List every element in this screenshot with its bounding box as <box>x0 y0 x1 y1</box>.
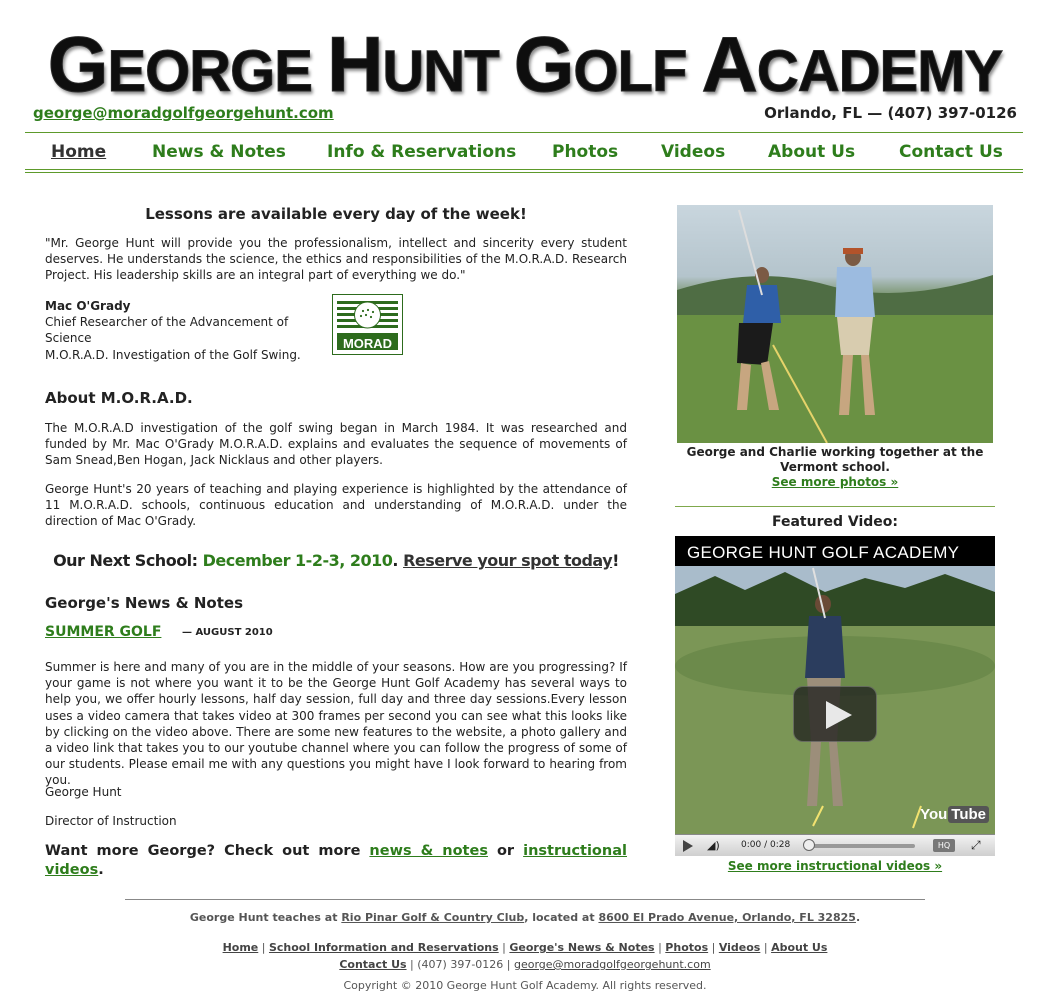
video-frame[interactable] <box>675 566 995 834</box>
featured-video-player[interactable] <box>675 536 995 856</box>
header-divider <box>25 132 1023 133</box>
quote-author: Mac O'Grady <box>45 299 131 313</box>
footer-nav-videos[interactable]: Videos <box>718 941 761 954</box>
footer-nav-home[interactable]: Home <box>222 941 259 954</box>
youtube-logo[interactable] <box>920 806 989 823</box>
morad-logo <box>332 294 403 355</box>
next-school-date: December 1-2-3, 2010 <box>202 551 393 570</box>
title-word-initial: G <box>513 20 574 108</box>
morad-logo-text: MORAD <box>342 336 393 351</box>
reserve-link[interactable]: Reserve your spot today <box>403 551 613 570</box>
post-title-link[interactable]: SUMMER GOLF <box>45 624 162 640</box>
video-progress-track[interactable] <box>807 844 915 848</box>
signature-title: Director of Instruction <box>45 814 177 828</box>
footer-email-link[interactable]: george@moradgolfgeorgehunt.com <box>514 958 711 971</box>
video-controls <box>675 834 995 856</box>
about-paragraph-2: George Hunt's 20 years of teaching and playing experience is highlighted by the attendance of 11 M.O.R.A.D. schools, continuous education and understanding of M.O.R.A.D. under the direction of Mac O'Grady. <box>45 482 627 529</box>
title-word-rest: CADEMY <box>756 39 1003 104</box>
footer-nav-about[interactable]: About Us <box>771 941 828 954</box>
footer-location: George Hunt teaches at Rio Pinar Golf & Country Club, located at 8600 El Prado Avenue, Orlando, FL 32825. <box>189 911 861 924</box>
next-school-label: Our Next School: <box>53 551 198 570</box>
news-notes-link[interactable]: news & notes <box>369 843 488 859</box>
play-icon[interactable] <box>683 840 693 852</box>
nav-divider-top <box>25 169 1023 170</box>
see-more-videos-link[interactable]: See more instructional videos » <box>727 859 943 873</box>
copyright: Copyright © 2010 George Hunt Golf Academy. All rights reserved. <box>343 979 707 992</box>
nav-info-reservations[interactable]: Info & Reservations <box>327 142 517 162</box>
title-text <box>47 20 1003 108</box>
next-school: Our Next School: December 1-2-3, 2010. Reserve your spot today! <box>53 551 619 570</box>
quote-attribution <box>45 298 335 363</box>
footer-nav: Home | School Information and Reservations | George's News & Notes | Photos | Videos | About Us <box>222 941 828 954</box>
footer-divider <box>125 899 925 900</box>
footer-nav-news[interactable]: George's News & Notes <box>509 941 655 954</box>
post-date: — AUGUST 2010 <box>182 627 273 638</box>
video-time: 0:00 / 0:28 <box>741 840 791 850</box>
about-heading: About M.O.R.A.D. <box>45 389 193 407</box>
want-more: Want more George? Check out more news & notes or instructional videos. <box>45 843 627 878</box>
youtube-logo-you: You <box>920 806 948 823</box>
footer-nav-school-info[interactable]: School Information and Reservations <box>268 941 499 954</box>
nav-photos[interactable]: Photos <box>552 142 619 162</box>
title-word-rest: UNT <box>382 39 514 104</box>
photo-caption: George and Charlie working together at the Vermont school. <box>686 445 984 474</box>
post-body: Summer is here and many of you are in the middle of your seasons. How are you progressing? If your game is not where you want it to be the George Hunt Golf Academy has several ways to help you, we offer hourly lessons, half day session, full day and three day sessions.Every lesson uses a video camera that takes video at 300 frames per second you can see what this looks like by clicking on the video above. There are some new features to the website, a photo gallery and a video link that takes you to our youtube channel where you can follow the progress of some of our students. Please email me with any questions you might have I look forward to hearing from you. <box>45 660 627 788</box>
title-word-rest: OLF <box>573 39 702 104</box>
footer-phone: (407) 397-0126 <box>417 958 504 971</box>
site-title <box>0 20 1050 110</box>
nav-videos[interactable]: Videos <box>661 142 726 162</box>
want-more-or: or <box>496 843 515 859</box>
title-word-rest: EORGE <box>107 39 328 104</box>
youtube-logo-tube: Tube <box>948 806 989 823</box>
footer-nav-contact[interactable]: Contact Us <box>339 958 407 971</box>
header-email-link[interactable]: george@moradgolfgeorgehunt.com <box>33 104 334 122</box>
lessons-heading: Lessons are available every day of the week! <box>145 205 527 223</box>
instructional-videos-link[interactable]: instructional videos <box>45 843 627 878</box>
want-more-text: Want more George? Check out more <box>45 843 361 859</box>
signature-name: George Hunt <box>45 785 122 799</box>
see-more-photos-link[interactable]: See more photos » <box>771 475 899 489</box>
nav-home[interactable]: Home <box>51 142 107 162</box>
footer-contact: Contact Us | (407) 397-0126 | george@moradgolfgeorgehunt.com <box>339 958 711 971</box>
footer-located-text: , located at <box>524 911 595 924</box>
address-link[interactable]: 8600 El Prado Avenue, Orlando, FL 32825 <box>598 911 856 924</box>
title-word-initial: G <box>47 20 108 108</box>
sidebar-divider <box>675 506 995 507</box>
title-word-initial: A <box>701 20 757 108</box>
main-nav <box>25 140 1023 168</box>
testimonial-quote: "Mr. George Hunt will provide you the professionalism, intellect and sincerity every student deserves. He understands the science, the ethics and responsibilities of the M.O.R.A.D. Research Project. His leadership skills are an integral part of everything we do." <box>45 236 627 283</box>
title-word-initial: H <box>327 20 383 108</box>
video-play-button[interactable] <box>793 686 877 742</box>
footer-teaches-text: George Hunt teaches at <box>189 911 338 924</box>
lesson-photo[interactable] <box>677 205 993 443</box>
quote-author-org: M.O.R.A.D. Investigation of the Golf Swing. <box>45 347 301 362</box>
quality-toggle[interactable]: HQ <box>933 839 955 852</box>
about-paragraph-1: The M.O.R.A.D investigation of the golf swing began in March 1984. It was researched and funded by Mr. Mac O'Grady M.O.R.A.D. explains and evaluates the sequence of movements of Sam Snead,Ben Hogan, Jack Nicklaus and other players. <box>45 421 627 468</box>
play-icon <box>826 701 852 729</box>
news-heading: George's News & Notes <box>45 594 244 612</box>
volume-icon[interactable]: ◢) <box>707 839 720 852</box>
club-link[interactable]: Rio Pinar Golf & Country Club <box>341 911 525 924</box>
fullscreen-icon[interactable]: ⤢ <box>971 838 981 852</box>
nav-about-us[interactable]: About Us <box>768 142 856 162</box>
featured-video-heading: Featured Video: <box>771 514 898 530</box>
video-title: GEORGE HUNT GOLF ACADEMY <box>687 543 960 562</box>
video-progress-knob[interactable] <box>803 839 815 851</box>
footer-nav-photos[interactable]: Photos <box>665 941 709 954</box>
header-location-phone: Orlando, FL — (407) 397-0126 <box>764 104 1017 122</box>
nav-contact-us[interactable]: Contact Us <box>899 142 1003 162</box>
quote-author-title: Chief Researcher of the Advancement of Science <box>45 315 289 346</box>
nav-news-notes[interactable]: News & Notes <box>152 142 286 162</box>
nav-divider-bottom <box>25 172 1023 173</box>
